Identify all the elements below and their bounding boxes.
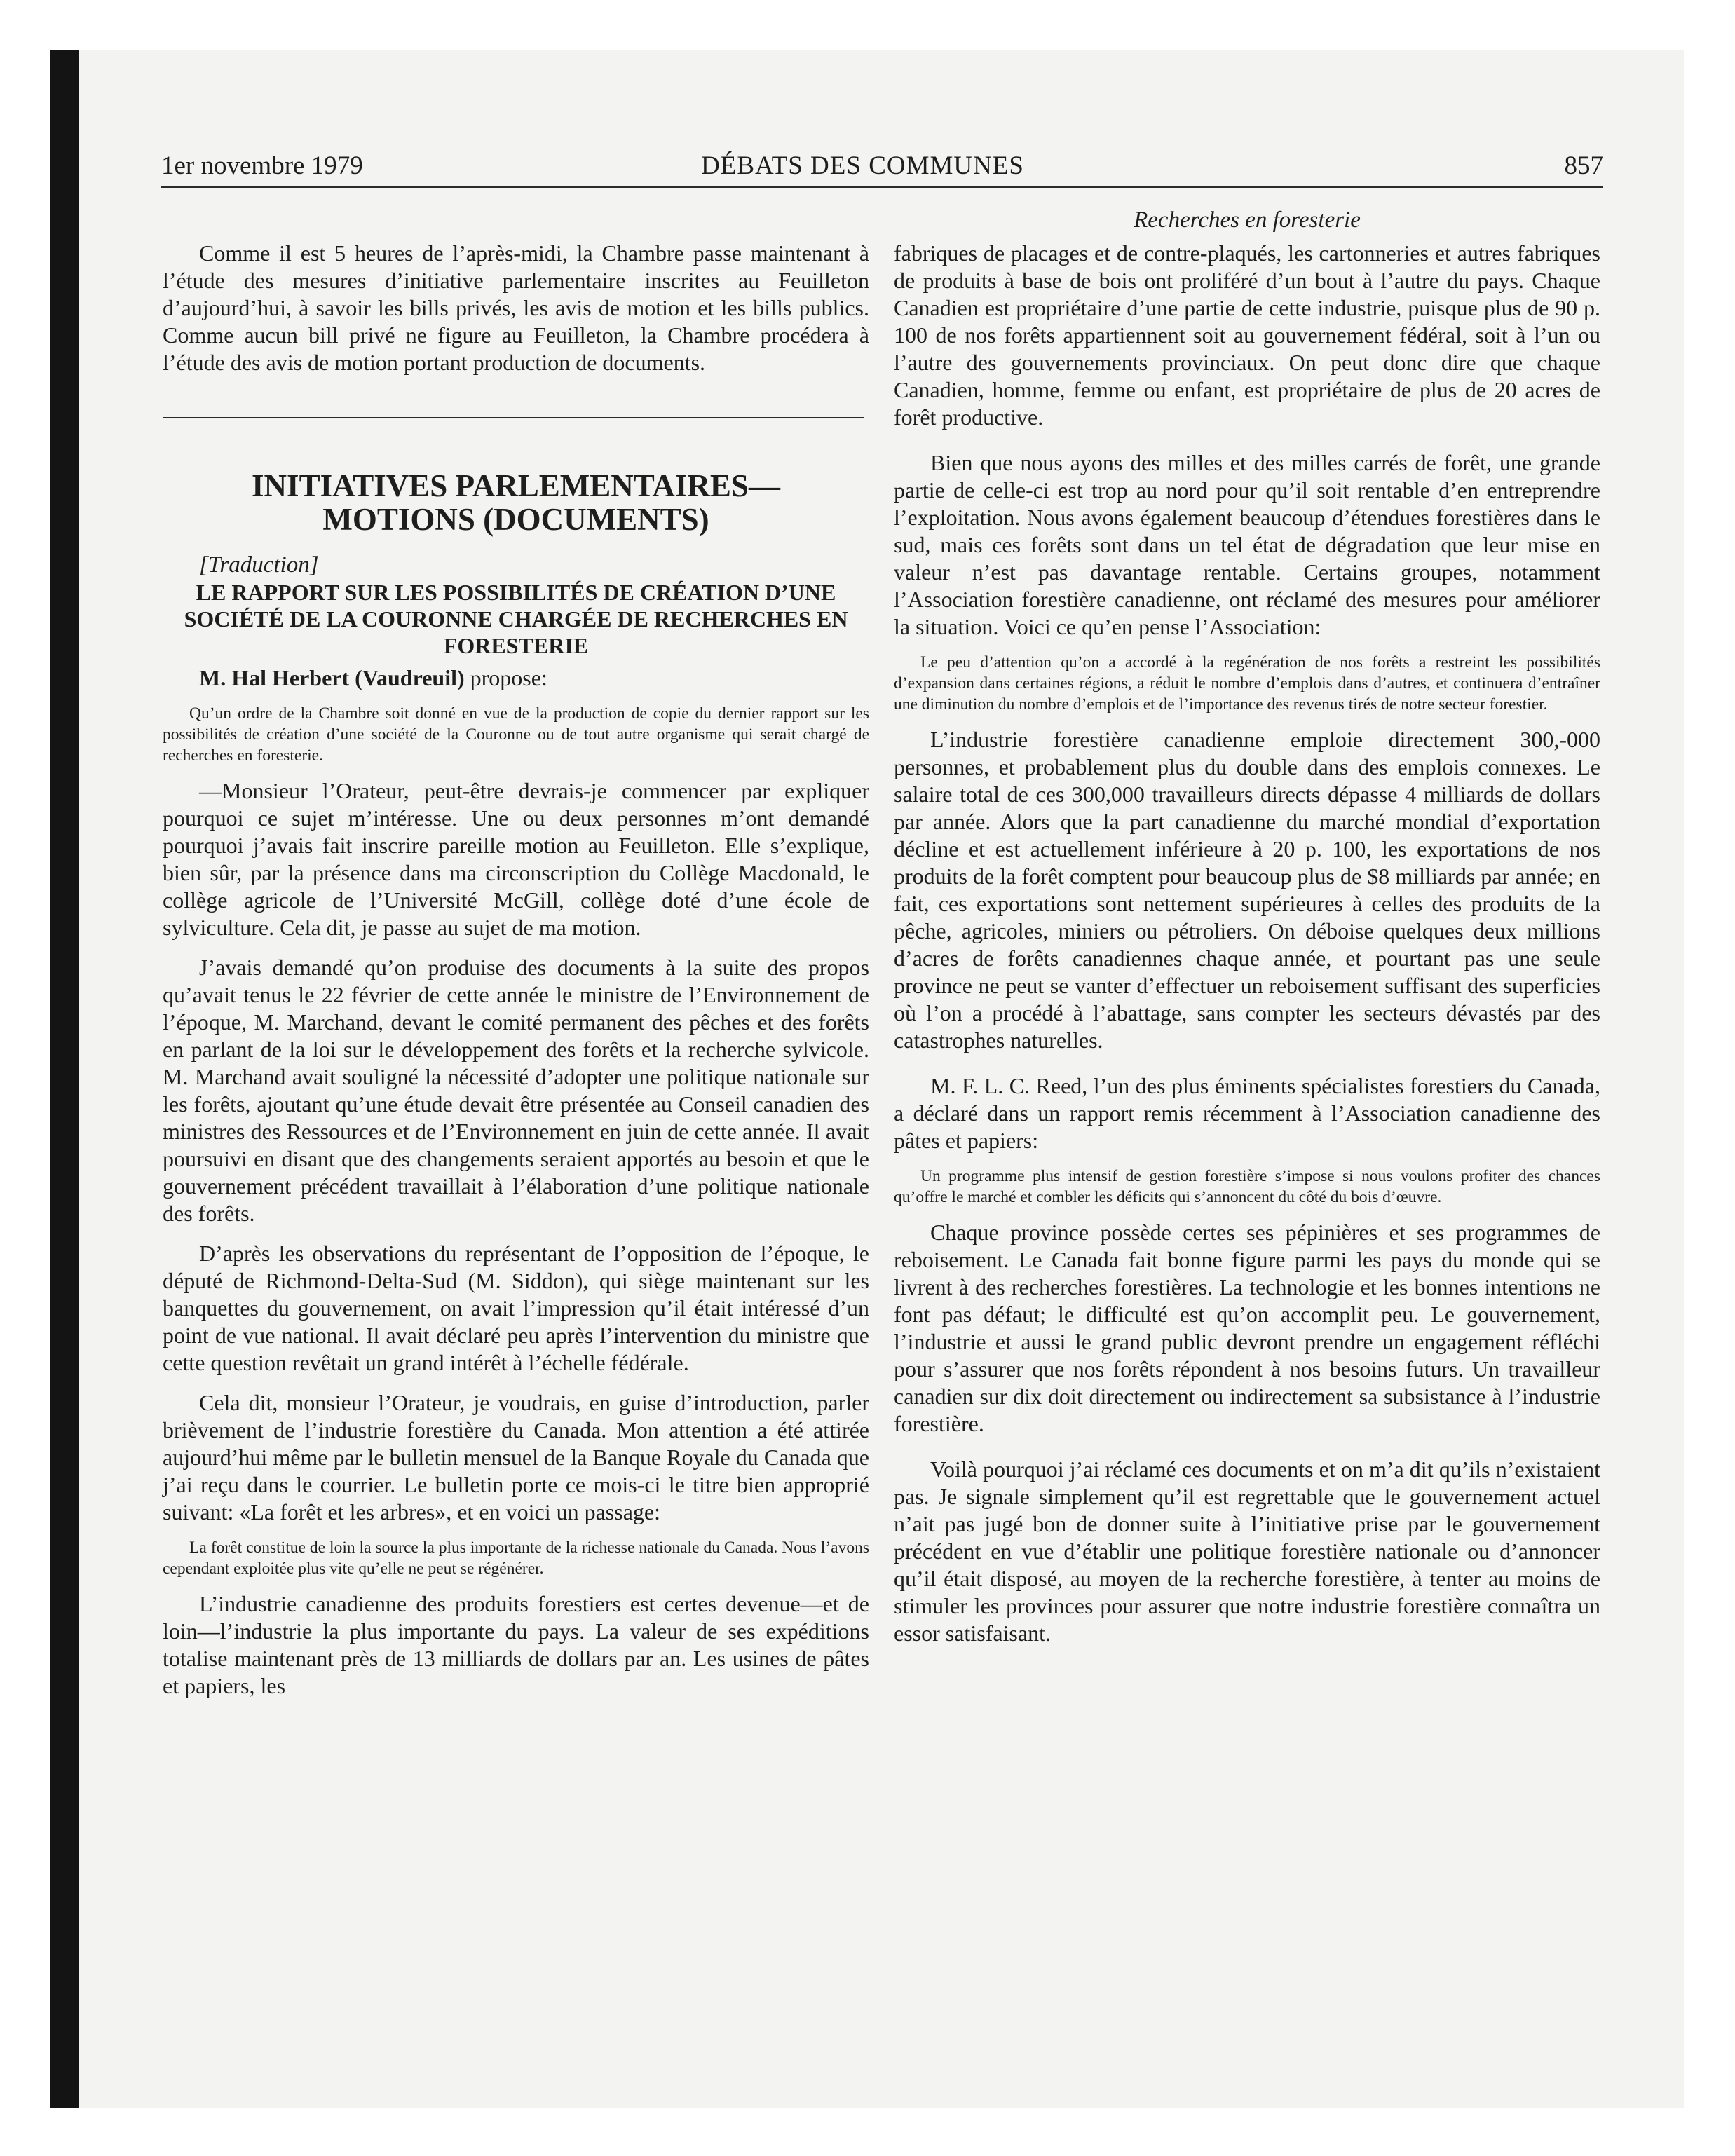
translation-tag: [Traduction] bbox=[199, 552, 319, 578]
running-head: Recherches en foresterie bbox=[1134, 207, 1361, 233]
header-date: 1er novembre 1979 bbox=[161, 151, 363, 180]
header-journal-title: DÉBATS DES COMMUNES bbox=[701, 151, 1025, 180]
motion-quote: Qu’un ordre de la Chambre soit donné en vue de la production de copie du dernier rapport sur les possibilités de création d’une société de la Couronne ou de tout autre organisme qui serait chargé de recherches en foresterie. bbox=[163, 704, 869, 765]
paragraph: Voilà pourquoi j’ai réclamé ces documents et on m’a dit qu’ils n’existaient pas. Je signale simplement qu’il est regrettable que le gouvernement actuel n’ait pas jugé bon de donner suite à l’initiative prise par le gouvernement précédent en vue d’établir une politique forestière nationale ou d’annoncer qu’il était disposé, au moyen de la recherche forestière, à tenter au moins de stimuler les provinces pour assurer que notre industrie forestière connaîtra un essor satisfaisant. bbox=[894, 1456, 1600, 1646]
mover-name: M. Hal Herbert (Vaudreuil) bbox=[199, 665, 465, 690]
left-column bbox=[163, 240, 869, 1700]
section-divider bbox=[163, 417, 864, 418]
paragraph: L’industrie canadienne des produits forestiers est certes devenue—et de loin—l’industrie la plus importante du pays. La valeur de ses expéditions totalise maintenant près de 13 milliards de dollars par an. Les usines de pâtes et papiers, les bbox=[163, 1591, 869, 1698]
paragraph: Bien que nous ayons des milles et des milles carrés de forêt, une grande partie de celle-ci est trop au nord pour qu’il soit rentable d’en entreprendre l’exploitation. Nous avons également beaucoup d’étendues forestières dans le sud, mais ces forêts sont dans un tel état de dégradation que leur mise en valeur n’est pas davantage rentable. Certains groupes, notamment l’Association forestière canadienne, ont réclamé des mesures pour améliorer la situation. Voici ce qu’en pense l’Association: bbox=[894, 450, 1600, 639]
paragraph: Cela dit, monsieur l’Orateur, je voudrais, en guise d’introduction, parler brièvement de l’industrie forestière du Canada. Mon attention a été attirée aujourd’hui même par le bulletin mensuel de la Banque Royale du Canada que j’ai reçu dans le courrier. Le bulletin porte ce mois-ci le titre bien approprié suivant: «La forêt et les arbres», et en voici un passage: bbox=[163, 1390, 869, 1524]
paragraph: —Monsieur l’Orateur, peut-être devrais-je commencer par expliquer pourquoi ce sujet m’intéresse. Une ou deux personnes m’ont demandé pourquoi j’avais fait inscrire pareille motion au Feuilleton. Elle s’explique, bien sûr, par la présence dans ma circonscription du Collège Macdonald, le collège agricole de l’Université McGill, collège doté d’une école de sylviculture. Cela dit, je passe au sujet de ma motion. bbox=[163, 778, 869, 940]
paragraph: M. F. L. C. Reed, l’un des plus éminents spécialistes forestiers du Canada, a déclaré dans un rapport remis récemment à l’Association canadienne des pâtes et papiers: bbox=[894, 1073, 1600, 1153]
association-quote: Le peu d’attention qu’on a accordé à la regénération de nos forêts a restreint les possibilités d’expansion dans certaines régions, a réduit le nombre d’emplois dans d’autres, et continuera d’entraîner une diminution du nombre d’emplois et de l’importance des revenus tirés de notre secteur forestier. bbox=[894, 653, 1600, 714]
right-column bbox=[894, 240, 1600, 1647]
paragraph: Chaque province possède certes ses pépinières et ses programmes de reboisement. Le Canada fait bonne figure parmi les pays du monde qui se livrent à des recherches forestières. La technologie et les bonnes intentions ne font pas défaut; le difficulté est qu’on accomplit peu. Le gouvernement, l’industrie et aussi le grand public devront prendre un engagement réfléchi pour s’assurer que nos forêts répondent à nos besoins futurs. Un travailleur canadien sur dix doit directement ou indirectement sa subsistance à l’industrie forestière. bbox=[894, 1220, 1600, 1436]
mover-line bbox=[163, 664, 869, 692]
header-page-number: 857 bbox=[1564, 151, 1603, 180]
section-heading-line1: INITIATIVES PARLEMENTAIRES— bbox=[252, 468, 780, 503]
mover-verb: propose: bbox=[464, 665, 547, 690]
motion-subheading: LE RAPPORT SUR LES POSSIBILITÉS DE CRÉATION D’UNE SOCIÉTÉ DE LA COURONNE CHARGÉE DE RECHERCHES EN FORESTERIE bbox=[184, 580, 848, 658]
paragraph: L’industrie forestière canadienne emploie directement 300,-000 personnes, et probablement plus du double dans des emplois connexes. Le salaire total de ces 300,000 travailleurs directs dépasse 4 milliards de dollars par année. Alors que la part canadienne du marché mondial d’exportation décline et est actuellement inférieure à 20 p. 100, les exportations de nos produits de la forêt comptent pour beaucoup plus de $8 milliards par année; en fait, ces exportations sont nettement supérieures à celles des produits de la pêche, agricoles, miniers ou pétroliers. On déboise quelques deux millions d’acres de forêts canadiennes chaque année, et pourtant pas une seule province ne peut se vanter d’effectuer un reboisement suffisant des superficies où l’on a procédé à l’abattage, sans compter les secteurs dévastés par des catastrophes naturelles. bbox=[894, 727, 1600, 1053]
intro-paragraph: Comme il est 5 heures de l’après-midi, la Chambre passe maintenant à l’étude des mesures d’initiative parlementaire inscrites au Feuilleton d’aujourd’hui, à savoir les bills privés, les avis de motion et les bills publics. Comme aucun bill privé ne figure au Feuilleton, la Chambre procédera à l’étude des avis de motion portant production de documents. bbox=[163, 240, 869, 375]
scan-border bbox=[50, 50, 79, 2108]
header-rule bbox=[161, 186, 1603, 188]
paragraph: D’après les observations du représentant de l’opposition de l’époque, le député de Richmond-Delta-Sud (M. Siddon), qui siège maintenant sur les banquettes du gouvernement, on avait l’impression qu’il était intéressé d’un point de vue national. Il avait déclaré peu après l’intervention du ministre que cette question revêtait un grand intérêt à l’échelle fédérale. bbox=[163, 1241, 869, 1375]
section-heading bbox=[163, 469, 869, 536]
paragraph: J’avais demandé qu’on produise des documents à la suite des propos qu’avait tenus le 22 février de cette année le ministre de l’Environnement de l’époque, M. Marchand, devant le comité permanent des pêches et des forêts en parlant de la loi sur le développement des forêts et la recherche sylvicole. M. Marchand avait souligné la nécessité d’adopter une politique nationale sur les forêts, ajoutant qu’une étude devait être présentée au Conseil canadien des ministres des Ressources et de l’Environnement en juin de cette année. Il avait poursuivi en disant que des changements seraient apportés au besoin et que le gouvernement précédent travaillait à l’élaboration d’une politique nationale des forêts. bbox=[163, 955, 869, 1226]
section-heading-line2: MOTIONS (DOCUMENTS) bbox=[322, 502, 709, 537]
reed-quote: Un programme plus intensif de gestion forestière s’impose si nous voulons profiter des chances qu’offre le marché et combler les déficits qui s’annoncent du côté du bois d’œuvre. bbox=[894, 1167, 1600, 1206]
paragraph: fabriques de placages et de contre-plaqués, les cartonneries et autres fabriques de produits à base de bois ont proliféré d’un bout à l’autre du pays. Chaque Canadien est propriétaire d’une partie de cette industrie, puisque plus de 90 p. 100 de nos forêts appartiennent soit au gouvernement fédéral, soit à l’un ou l’autre des gouvernements provinciaux. On peut donc dire que chaque Canadien, homme, femme ou enfant, est propriétaire de plus de 20 acres de forêt productive. bbox=[894, 240, 1600, 430]
bulletin-quote: La forêt constitue de loin la source la plus importante de la richesse nationale du Canada. Nous l’avons cependant exploitée plus vite qu’elle ne peut se régénérer. bbox=[163, 1538, 869, 1578]
